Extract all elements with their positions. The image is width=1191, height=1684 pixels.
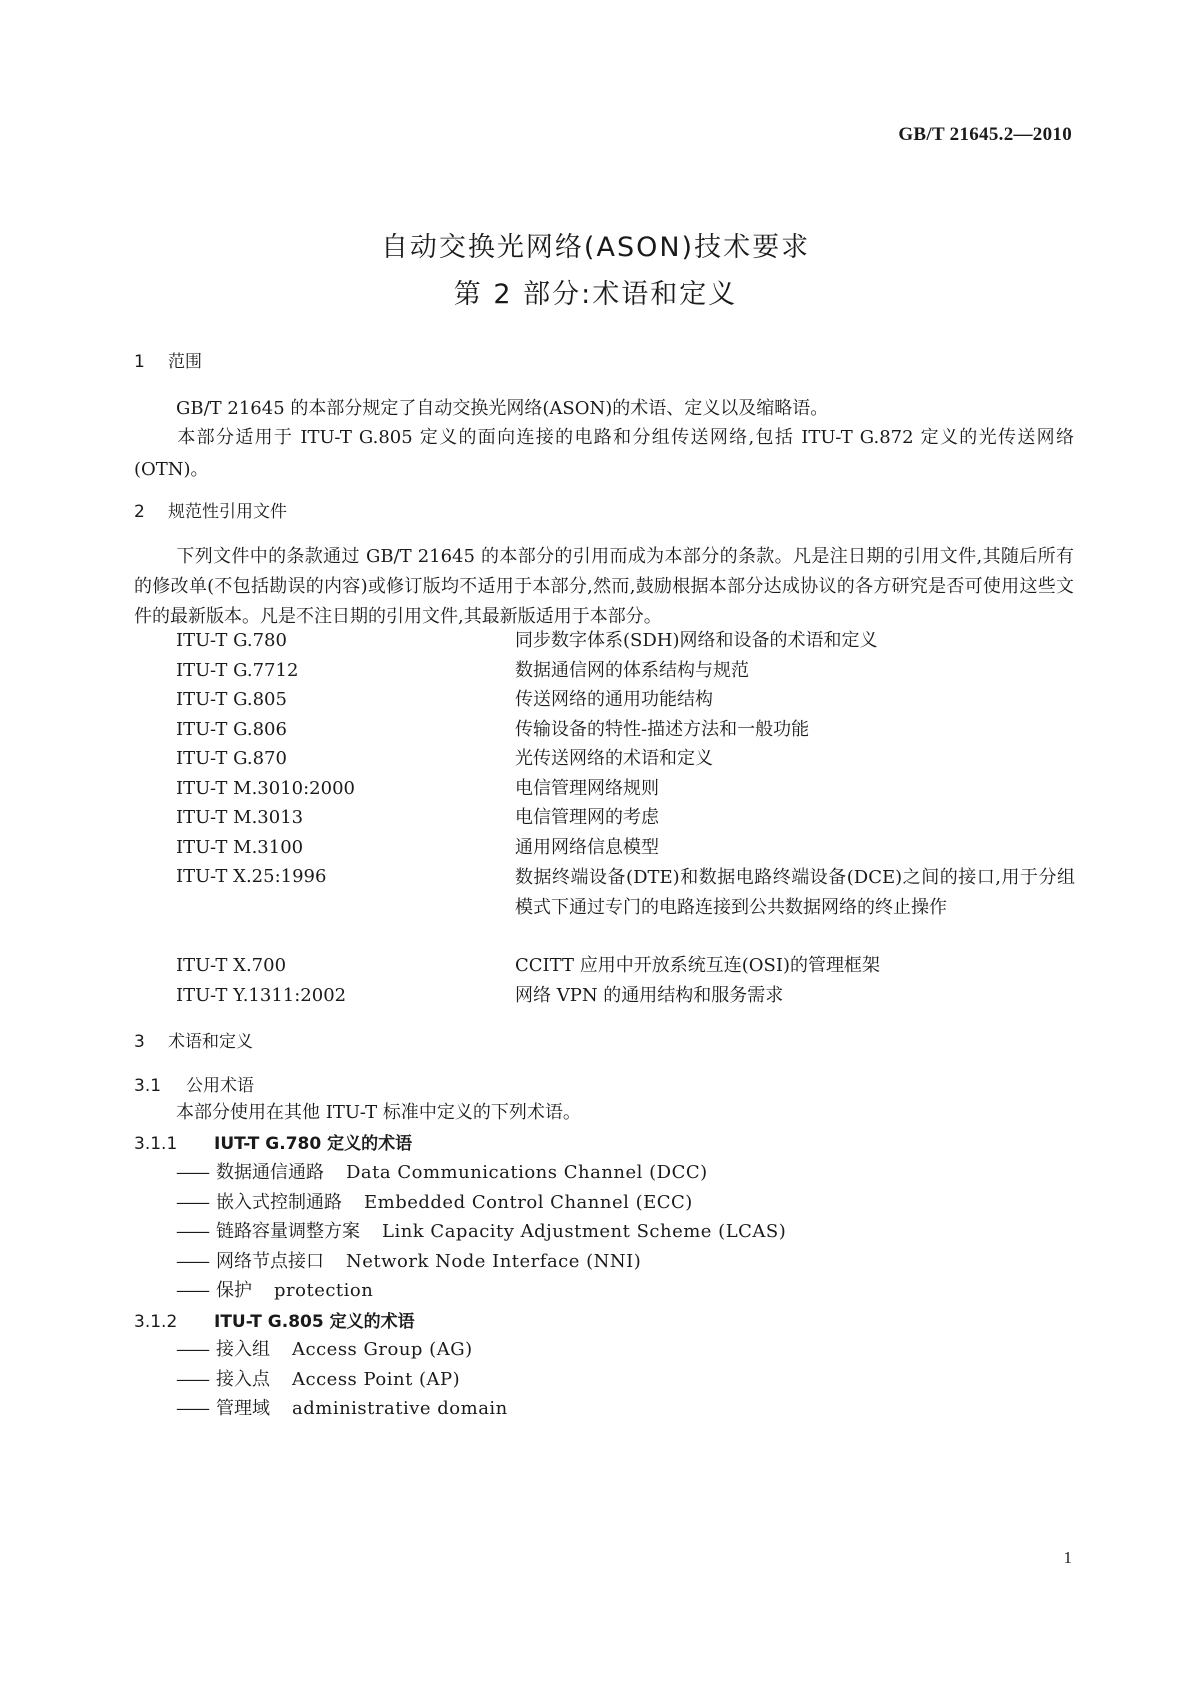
subsection-title: 公用术语 xyxy=(186,1076,254,1096)
reference-code: ITU-T M.3013 xyxy=(176,807,304,828)
scope-paragraph-2 xyxy=(134,422,1074,486)
section-number: 3 xyxy=(134,1032,145,1052)
dash-marker: —— xyxy=(176,1369,208,1390)
reference-code: ITU-T G.780 xyxy=(176,630,287,651)
subsection-3-1-2-heading xyxy=(134,1310,415,1334)
reference-title: 通用网络信息模型 xyxy=(515,837,659,858)
section-number: 1 xyxy=(134,352,145,372)
reference-code: ITU-T M.3100 xyxy=(176,837,304,858)
reference-title: 网络 VPN 的通用结构和服务需求 xyxy=(515,985,784,1006)
term-chinese: 保护 xyxy=(216,1280,252,1301)
term-english: Network Node Interface (NNI) xyxy=(346,1251,642,1272)
page-number: 1 xyxy=(1063,1548,1072,1567)
reference-row xyxy=(176,861,1076,953)
dash-marker: —— xyxy=(176,1398,208,1419)
reference-code: ITU-T M.3010:2000 xyxy=(176,778,355,799)
scope-paragraph-1 xyxy=(134,393,1074,425)
term-english: Link Capacity Adjustment Scheme (LCAS) xyxy=(382,1221,787,1242)
term-english: protection xyxy=(274,1280,374,1301)
reference-title: 光传送网络的术语和定义 xyxy=(515,748,713,769)
term-item xyxy=(176,1187,693,1219)
paragraph-text: GB/T 21645 的本部分规定了自动交换光网络(ASON)的术语、定义以及缩略语。 xyxy=(176,398,829,419)
reference-title: 数据通信网的体系结构与规范 xyxy=(515,660,749,681)
document-title: 自动交换光网络(ASON)技术要求 xyxy=(380,232,811,263)
dash-marker: —— xyxy=(176,1251,208,1272)
reference-row xyxy=(176,832,1076,864)
term-english: Data Communications Channel (DCC) xyxy=(346,1162,708,1183)
paragraph-text: 下列文件中的条款通过 GB/T 21645 的本部分的引用而成为本部分的条款。凡是注日期的引用文件,其随后所有的修改单(不包括勘误的内容)或修订版均不适用于本部分,然而,鼓励根据本部分达成协议的各方研究是否可使用这些文件的最新版本。凡是不注日期的引用文件,其最新版适用于本部分。 xyxy=(134,546,1074,627)
term-chinese: 接入点 xyxy=(216,1369,270,1390)
section-title: 术语和定义 xyxy=(168,1032,253,1052)
reference-title: 传送网络的通用功能结构 xyxy=(515,689,713,710)
reference-code: ITU-T G.7712 xyxy=(176,660,299,681)
reference-title: 电信管理网的考虑 xyxy=(515,807,659,828)
term-item xyxy=(176,1393,508,1425)
reference-code: ITU-T G.870 xyxy=(176,748,287,769)
section-title: 规范性引用文件 xyxy=(168,502,287,522)
reference-row xyxy=(176,773,1076,805)
subsection-3-1-heading xyxy=(134,1074,254,1098)
subsection-title: IUT-T G.780 定义的术语 xyxy=(214,1134,413,1154)
term-chinese: 网络节点接口 xyxy=(216,1251,324,1272)
reference-code: ITU-T G.805 xyxy=(176,689,287,710)
section-1-heading xyxy=(134,350,202,374)
subsection-3-1-text xyxy=(134,1097,1074,1129)
references-intro-paragraph xyxy=(134,542,1074,632)
term-english: Access Point (AP) xyxy=(292,1369,461,1390)
paragraph-text: 本部分使用在其他 ITU-T 标准中定义的下列术语。 xyxy=(176,1102,581,1123)
paragraph-text: 本部分适用于 ITU-T G.805 定义的面向连接的电路和分组传送网络,包括 ITU-T G.872 定义的光传送网络(OTN)。 xyxy=(134,427,1074,480)
reference-title: 传输设备的特性-描述方法和一般功能 xyxy=(515,719,810,740)
reference-row xyxy=(176,980,1076,1012)
reference-code: ITU-T X.700 xyxy=(176,955,287,976)
term-english: Embedded Control Channel (ECC) xyxy=(364,1192,693,1213)
reference-row xyxy=(176,950,1076,982)
subsection-title: ITU-T G.805 定义的术语 xyxy=(214,1312,415,1332)
subsection-3-1-1-heading xyxy=(134,1132,412,1156)
section-2-heading xyxy=(134,500,287,524)
dash-marker: —— xyxy=(176,1221,208,1242)
reference-title: 同步数字体系(SDH)网络和设备的术语和定义 xyxy=(515,630,878,651)
reference-title: 数据终端设备(DTE)和数据电路终端设备(DCE)之间的接口,用于分组模式下通过专门的电路连接到公共数据网络的终止操作 xyxy=(515,867,1075,918)
term-item xyxy=(176,1157,708,1189)
section-number: 2 xyxy=(134,502,145,522)
subsection-number: 3.1.2 xyxy=(134,1312,178,1332)
term-item xyxy=(176,1275,373,1307)
document-code: GB/T 21645.2—2010 xyxy=(898,124,1072,145)
section-3-heading xyxy=(134,1030,253,1054)
term-chinese: 数据通信通路 xyxy=(216,1162,324,1183)
reference-row xyxy=(176,714,1076,746)
reference-row xyxy=(176,684,1076,716)
term-chinese: 链路容量调整方案 xyxy=(216,1221,360,1242)
reference-row xyxy=(176,655,1076,687)
dash-marker: —— xyxy=(176,1192,208,1213)
dash-marker: —— xyxy=(176,1280,208,1301)
reference-row xyxy=(176,625,1076,657)
term-chinese: 管理域 xyxy=(216,1398,270,1419)
term-item xyxy=(176,1246,641,1278)
subsection-number: 3.1.1 xyxy=(134,1134,178,1154)
reference-code: ITU-T Y.1311:2002 xyxy=(176,985,347,1006)
term-chinese: 嵌入式控制通路 xyxy=(216,1192,342,1213)
reference-title: 电信管理网络规则 xyxy=(515,778,659,799)
document-subtitle: 第 2 部分:术语和定义 xyxy=(453,279,738,310)
reference-row xyxy=(176,802,1076,834)
dash-marker: —— xyxy=(176,1162,208,1183)
term-item xyxy=(176,1334,473,1366)
term-chinese: 接入组 xyxy=(216,1339,270,1360)
term-english: Access Group (AG) xyxy=(292,1339,473,1360)
reference-code: ITU-T G.806 xyxy=(176,719,287,740)
reference-row xyxy=(176,743,1076,775)
section-title: 范围 xyxy=(168,352,202,372)
term-item xyxy=(176,1364,460,1396)
term-english: administrative domain xyxy=(292,1398,508,1419)
subsection-number: 3.1 xyxy=(134,1076,162,1096)
reference-code: ITU-T X.25:1996 xyxy=(176,866,327,887)
term-item xyxy=(176,1216,786,1248)
reference-title: CCITT 应用中开放系统互连(OSI)的管理框架 xyxy=(515,955,880,976)
dash-marker: —— xyxy=(176,1339,208,1360)
